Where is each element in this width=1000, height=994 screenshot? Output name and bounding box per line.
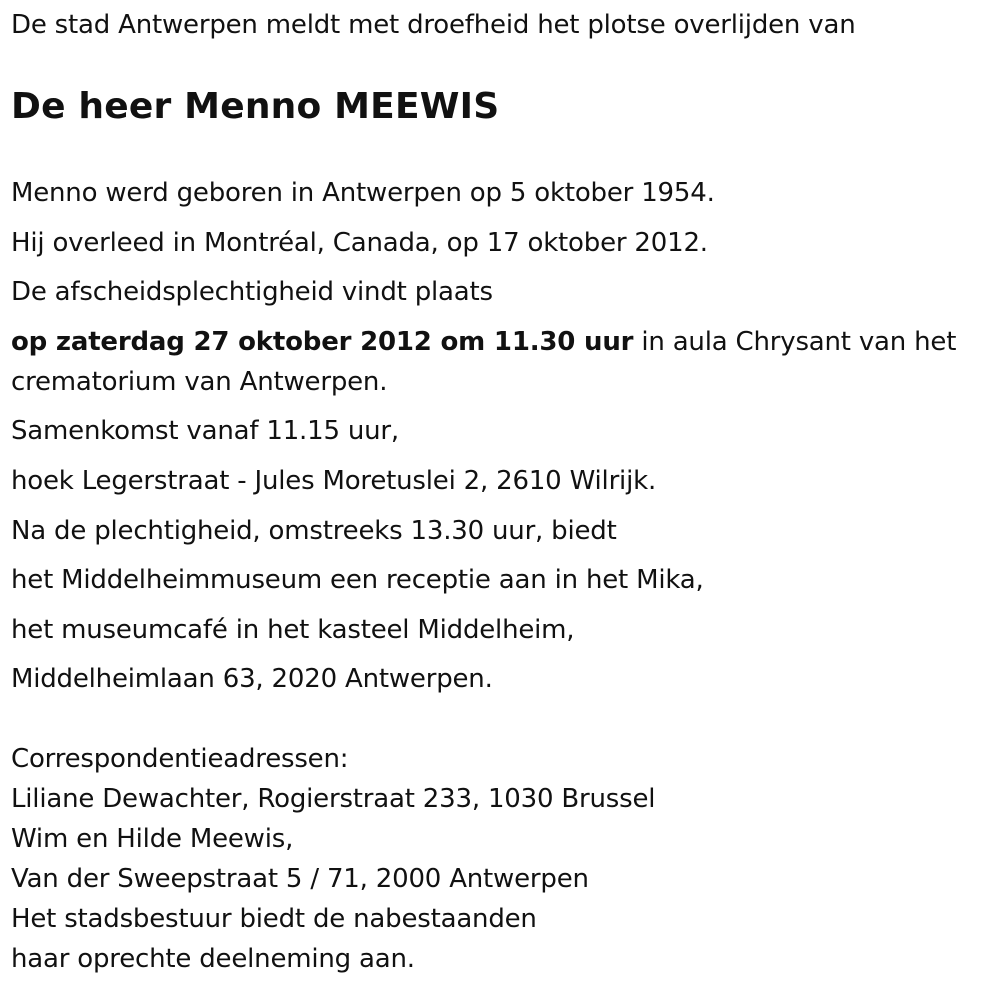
correspondence-address-2-name: Wim en Hilde Meewis, [11,824,294,854]
intro-text: De stad Antwerpen meldt met droefheid het plotse overlijden van [11,10,856,40]
closing-line-1: Het stadsbestuur biedt de nabestaanden [11,904,537,934]
correspondence-address-2-street: Van der Sweepstraat 5 / 71, 2000 Antwerpen [11,864,589,894]
obituary-body [11,173,986,709]
birth-line: Menno werd geboren in Antwerpen op 5 oktober 1954. [11,178,715,208]
ceremony-datetime: op zaterdag 27 oktober 2012 om 11.30 uur [11,326,634,357]
correspondence-address-1: Liliane Dewachter, Rogierstraat 233, 1030 Brussel [11,784,656,814]
ceremony-intro-line: De afscheidsplechtigheid vindt plaats [11,277,493,308]
corner-address-line: hoek Legerstraat - Jules Moretuslei 2, 2610 Wilrijk. [11,465,657,496]
after-ceremony-line: Na de plechtigheid, omstreeks 13.30 uur, biedt [11,515,617,546]
deceased-name-title: De heer Menno MEEWIS [11,86,500,127]
ceremony-details [11,322,986,402]
cafe-line: het museumcafé in het kasteel Middelheim, [11,614,575,645]
correspondence-heading: Correspondentieadressen: [11,744,349,774]
reception-line: het Middelheimmuseum een receptie aan in het Mika, [11,565,704,596]
ceremony-location: in aula Chrysant van het crematorium van Antwerpen. [11,326,957,397]
gathering-line: Samenkomst vanaf 11.15 uur, [11,416,399,447]
reception-address-line: Middelheimlaan 63, 2020 Antwerpen. [11,664,493,695]
closing-line-2: haar oprechte deelneming aan. [11,944,415,974]
correspondence-block [11,739,655,979]
death-line: Hij overleed in Montréal, Canada, op 17 oktober 2012. [11,227,708,258]
